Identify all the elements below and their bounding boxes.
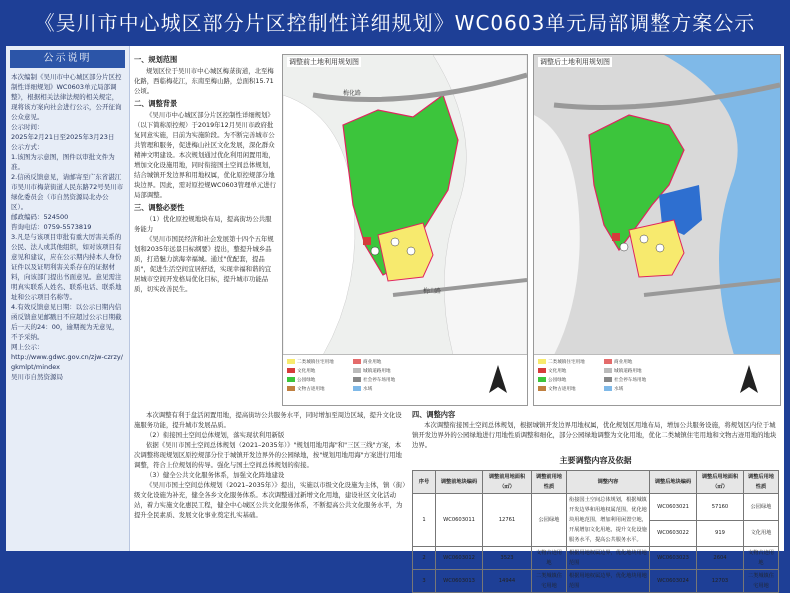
- table-cell: 12761: [483, 494, 532, 547]
- table-title: 主要调整内容及依据: [559, 456, 632, 465]
- table-cell: 文化用地: [744, 520, 779, 547]
- map-before-drawing: [283, 55, 527, 355]
- legend-item: 城镇道路用地: [614, 369, 642, 374]
- section-text: 依据《吴川市国土空间总体规划（2021–2035年）》"规划用地用海"和"三区三线"方案，本次调整将现规划区原控规部分位于城镇开发边界外的公园绿地，按"规划用地用海"方案进行用地调整，符合上位规划的传导。强化与国土空间总体规划的衔接。: [134, 441, 402, 469]
- sidebar-paragraph: 咨询电话：0759-5573819: [11, 223, 92, 231]
- map-legend: [534, 354, 780, 405]
- section-text: 《吴川市中心城区部分片区控制性详细规划》（以下简称原控规）于2019年12月吴川市政府批复同意实施，目前为实施阶段。为不断完善城市公共管理和服务，促进梅山社区文化发展，深化群众精神文明建设。本次规划通过优化利用闲置用地，增加文化设施用地，同时衔接国土空间总体规划，结合城镇开发边界和用地权属，优化原控规部分地块边界。因此，需对原控规WC0603管理单元进行局部调整。: [134, 111, 277, 199]
- table-cell: 二类城镇住宅用地: [532, 570, 567, 593]
- section-text: 《吴川市国土空间总体规划（2021–2035年）》提出，实施以市级文化设施为主体，镇（街）级文化设施为补充，健全各乡文化服务体系。本次调整通过新增文化用地，建设社区文化活动站，着力实施文化惠民工程，健全中心城区公共文化服务体系，不断提高公共文化服务水平，为提升全民素质、发展文化事业奠定扎实基础。: [134, 481, 406, 519]
- sidebar-paragraph: 网上公示：: [11, 343, 44, 351]
- table-cell: WC0603023: [650, 547, 697, 570]
- legend-item: 文物古迹用地: [548, 387, 576, 392]
- sidebar-paragraph: 1.该图为示意图，图件以审批文件为准。: [11, 153, 115, 171]
- table-row: [413, 494, 779, 521]
- table-header: 调整后用地性质: [744, 471, 779, 494]
- table-row: [413, 570, 779, 593]
- sidebar-paragraph: 邮政编码：524500: [11, 213, 69, 221]
- section-text: 本次调整衔接国土空间总体规划，根据城镇开发边界用地权属，优化规划区用地布局，增加公共服务设施，将规划区内位于城镇开发边界外的公园绿地进行用地性质调整和细化，部分公园绿地调整为文化用地，优化二类城镇住宅用地和文物古迹用地的地块边界。: [412, 421, 777, 449]
- map-after-drawing: [534, 55, 780, 355]
- table-cell: 2604: [697, 547, 744, 570]
- table-header-row: [413, 471, 779, 494]
- table-cell: 1: [413, 494, 436, 547]
- section-heading: 一、规划范围: [134, 55, 178, 64]
- table-cell: WC0603022: [650, 520, 697, 547]
- sidebar-paragraph: 2025年2月21日至2025年3月23日: [11, 133, 115, 141]
- sidebar-paragraph: 公示方式：: [11, 143, 44, 151]
- sidebar-text: [6, 70, 129, 384]
- table-cell: 公园绿地: [744, 494, 779, 521]
- section-text: 《吴川市国民经济和社会发展第十四个五年规划和2035年远景目标纲要》提出，整提升城乡品质，打造魅力滨海幸福城。通过"优配套，提品质"，促进生活空间宜居舒适，实现幸福和谐的宜居城市空间开发格局优化目标，提升城市功能品质，切实改善民生。: [134, 235, 274, 293]
- map-after: [533, 54, 781, 406]
- section-heading: 三、调整必要性: [134, 203, 185, 212]
- table-header: 调整内容: [567, 471, 650, 494]
- sidebar-paragraph: 4.有效反馈意见日期：以公示日期内信函反馈意见邮戳日不应超过公示日期截后一天的24：00，逾期视为无意见，不予采纳。: [11, 303, 122, 341]
- table-cell: 根据用地权属边界，优化地块用地范围: [567, 570, 650, 593]
- legend-item: 文物古迹用地: [297, 387, 325, 392]
- sidebar-header: 公示说明: [10, 50, 125, 68]
- table-header: 调整前用地面积（㎡）: [483, 471, 532, 494]
- legend-item: 文化用地: [548, 369, 567, 374]
- legend-item: 水域: [614, 387, 624, 392]
- table-cell: 3: [413, 570, 436, 593]
- table-header: 调整后用地面积（㎡）: [697, 471, 744, 494]
- legend-item: 社会停车场用地: [363, 378, 396, 383]
- table-cell: WC0603012: [436, 547, 483, 570]
- sidebar-paragraph: 本次编制《吴川市中心城区部分片区控制性详细规划》WC0603单元局部调整》，根据相关法律法规的相关规定，现将该方案向社会进行公示，公开征询公众意见。: [11, 73, 122, 121]
- section-text: （2）衔接国土空间总体规划，落实现状利用新版: [146, 431, 285, 439]
- necessity-column: [134, 410, 406, 520]
- section-heading: 四、调整内容: [412, 410, 456, 419]
- adjustment-table: [412, 470, 779, 593]
- legend-item: 文化用地: [297, 369, 316, 374]
- section-heading: 二、调整背景: [134, 99, 178, 108]
- table-cell: 文物古迹用地: [532, 547, 567, 570]
- table-cell: 衔接国土空间总体规划，根据城镇开发边界和用地权属范围，优化地块用地范围，增加利用闲置空地，开展增加文化用地，提升文化设施服务水平，提高公共服务水平。: [567, 494, 650, 547]
- table-cell: 二类城镇住宅用地: [744, 570, 779, 593]
- website-link[interactable]: http://www.gdwc.gov.cn/zjw-czrzy/gkmlpt/mindex: [11, 353, 123, 371]
- section-text: （1）优化原控规地块布局，提高街坊公共服务能力: [134, 215, 272, 233]
- culture-plot: [612, 233, 620, 241]
- north-arrow-icon: [483, 363, 513, 397]
- table-cell: WC0603021: [650, 494, 697, 521]
- notice-sidebar: [6, 46, 130, 551]
- table-cell: WC0603011: [436, 494, 483, 547]
- notice-board: [6, 46, 784, 589]
- table-header: 调整后地块编码: [650, 471, 697, 494]
- road-label: 梅化路: [343, 90, 362, 97]
- section-text: 本次调整有利于盘活闲置用地，提高街坊公共服务水平，同时增加至周边区域，提升文化设施服务功能，提升城市发展品质。: [134, 411, 402, 429]
- table-cell: 文物古迹用地: [744, 547, 779, 570]
- map-after-title: 调整后土地利用规划图: [540, 58, 610, 66]
- content-column: [412, 410, 779, 593]
- map-before: [282, 54, 528, 406]
- legend-item: 商业用地: [363, 360, 382, 365]
- sidebar-paragraph: 3.凡是与该项目审批有重大厉害关系的公民、法人或其他组织，如对该项目有意见和建议，应在公示期内持本人身份证件以及证明利害关系存在的证据材料，向该部门提出书面意见。意见需注明真实联系人姓名、联系电话、联系地址和公示项目名称等。: [11, 233, 122, 301]
- table-cell: 919: [697, 520, 744, 547]
- legend-item: 城镇道路用地: [363, 369, 391, 374]
- map-before-title: 调整前土地利用规划图: [289, 58, 359, 66]
- north-arrow-icon: [734, 363, 764, 397]
- sidebar-paragraph: 2.信函反馈意见，请邮寄至广东省湛江市吴川市梅菉街道人民东路72号吴川市绿化委员会（市自然资源局北办公区）。: [11, 173, 124, 211]
- section-text: 规划区位于吴川市中心城区梅菉街道，北至梅化路，西临梅花江，东南至梅山路，总面积15.71公顷。: [134, 67, 274, 95]
- table-cell: 2: [413, 547, 436, 570]
- section-text: （3）健全公共文化服务体系，加强文化阵地建设: [146, 471, 285, 479]
- culture-plot: [363, 237, 371, 245]
- road-label: 梅山路: [423, 288, 442, 295]
- table-cell: WC0603024: [650, 570, 697, 593]
- intro-column: [134, 52, 277, 294]
- table-cell: 14944: [483, 570, 532, 593]
- legend-item: 商业用地: [614, 360, 633, 365]
- legend-item: 公园绿地: [297, 378, 316, 383]
- table-row: [413, 547, 779, 570]
- table-cell: 公园绿地: [532, 494, 567, 547]
- legend-item: 二类城镇住宅用地: [548, 360, 585, 365]
- table-cell: 根据用地权属边界，优化地块用地范围: [567, 547, 650, 570]
- legend-item: 社会停车场用地: [614, 378, 647, 383]
- sidebar-signature: 吴川市自然资源局: [11, 373, 63, 381]
- table-cell: 12703: [697, 570, 744, 593]
- legend-item: 二类城镇住宅用地: [297, 360, 334, 365]
- table-cell: 3523: [483, 547, 532, 570]
- table-header: 调整前用地性质: [532, 471, 567, 494]
- legend-item: 水域: [363, 387, 373, 392]
- sidebar-paragraph: 公示时间：: [11, 123, 44, 131]
- map-legend: [283, 354, 527, 405]
- table-header: 调整前地块编码: [436, 471, 483, 494]
- legend-item: 公园绿地: [548, 378, 567, 383]
- table-cell: 57160: [697, 494, 744, 521]
- page-title: 《吴川市中心城区部分片区控制性详细规划》WC0603单元局部调整方案公示: [34, 11, 756, 35]
- table-cell: WC0603013: [436, 570, 483, 593]
- table-header: 序号: [413, 471, 436, 494]
